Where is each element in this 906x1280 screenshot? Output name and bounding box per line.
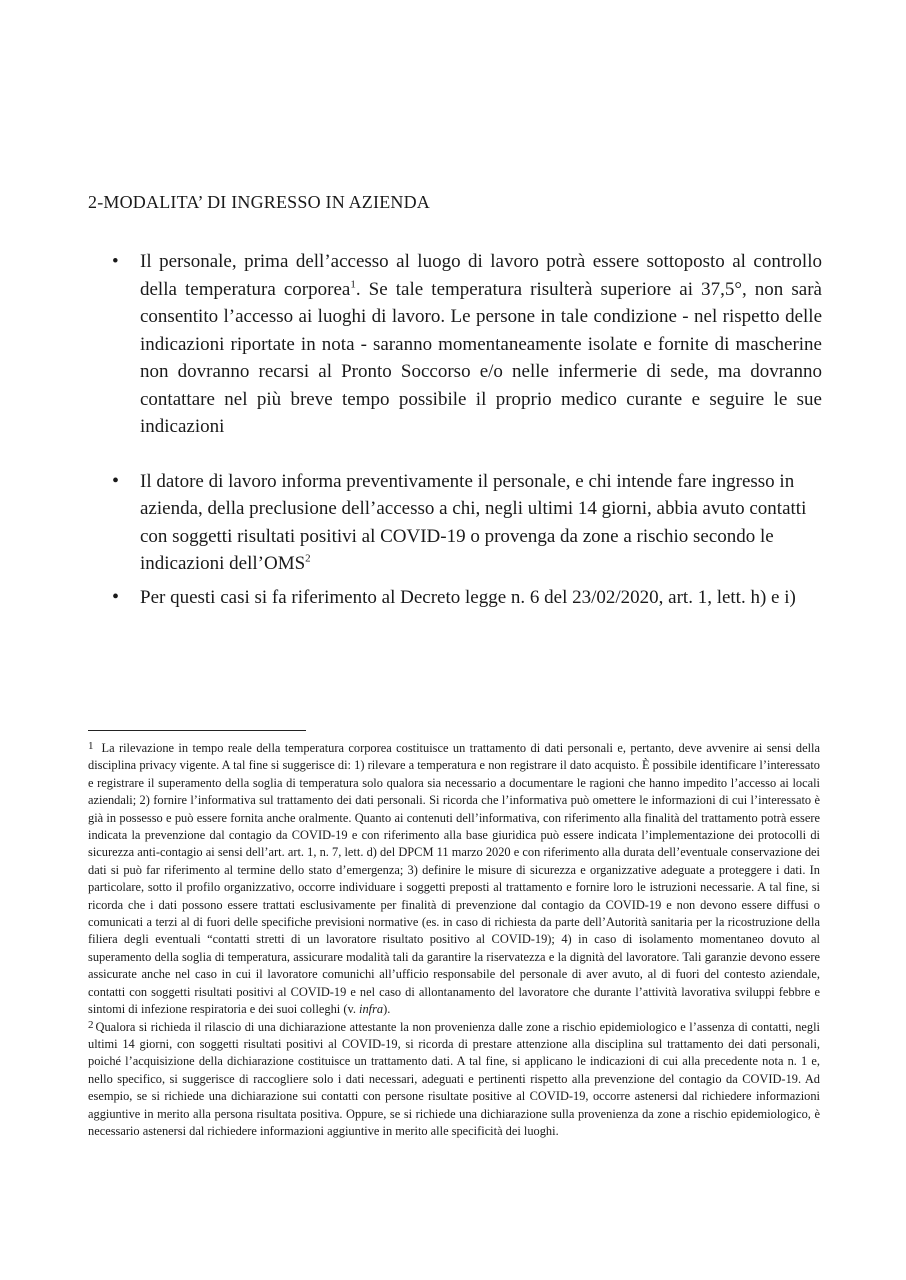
footnote-text: Qualora si richieda il rilascio di una dichiarazione attestante la non provenienza dalle zone a rischio epidemiologico e l’assenza di contatti, negli ultimi 14 giorni, con soggetti risultati positivi al COVID-19, si ricorda di prestare attenzione alla disciplina sul trattamento dei dati personali, poiché l’acquisizione della dichiarazione costituisce un trattamento dati. A tal fine, si applicano le indicazioni di cui alla precedente nota n. 1 e, nello specifico, si suggerisce di raccogliere solo i dati necessari, adeguati e pertinenti rispetto alla prevenzione del contagio da COVID-19. Ad esempio, se si richiede una dichiarazione sui contatti con persone risultate positive al COVID-19, occorre astenersi dal richiedere informazioni aggiuntive in merito alla persona risultata positiva. Oppure, se si richiede una dichiarazione sulla provenienza da zone a rischio epidemiologico, è necessario astenersi dal richiedere informazioni aggiuntive in merito alle specificità dei luoghi. bbox=[88, 1019, 820, 1138]
footnote-text: La rilevazione in tempo reale della temperatura corporea costituisce un trattamento di dati personali e, pertanto, deve avvenire ai sensi della disciplina privacy vigente. A tal fine si suggerisce di: 1) rilevare a temperatura e non registrare il dato acquisto. È possibile identificare l’interessato e registrare il superamento della soglia di temperatura solo qualora sia necessario a documentare le ragioni che hanno impedito l’accesso ai locali aziendali; 2) fornire l’informativa sul trattamento dei dati personali. Si ricorda che l’informativa può omettere le informazioni di cui l’interessato è già in possesso e può essere fornita anche oralmente. Quanto ai contenuti dell’informativa, con riferimento alla finalità del trattamento potrà essere indicata la prevenzione dal contagio da COVID-19 e con riferimento alla base giuridica può essere indicata l’implementazione dei protocolli di sicurezza anti-contagio ai sensi dell’art. art. 1, n. 7, lett. d) del DPCM 11 marzo 2020 e con riferimento alla durata dell’eventuale conservazione dei dati si può far riferimento al termine dello stato d’emergenza; 3) definire le misure di sicurezza e organizzative adeguate a proteggere i dati. In particolare, sotto il profilo organizzativo, occorre individuare i soggetti preposti al trattamento e fornire loro le istruzioni necessarie. A tal fine, si ricorda che i dati possono essere trattati esclusivamente per finalità di prevenzione dal contagio da COVID-19 e non devono essere diffusi o comunicati a terzi al di fuori delle specifiche previsioni normative (es. in caso di richiesta da parte dell’Autorità sanitaria per la ricostruzione della filiera degli eventuali “contatti stretti di un lavoratore risultato positivo al COVID-19); 4) in caso di isolamento momentaneo dovuto al superamento della soglia di temperatura, assicurare modalità tali da garantire la riservatezza e la dignità del lavoratore. Tali garanzie devono essere assicurate anche nel caso in cui il lavoratore comunichi all’ufficio responsabile del personale di aver avuto, al di fuori del contesto aziendale, contatti con soggetti risultati positivi al COVID-19 e nel caso di allontanamento del lavoratore che durante l’attività lavorativa sviluppi febbre e sintomi di infezione respiratoria e dei suoi colleghi (v. bbox=[88, 741, 820, 1017]
footnote-separator bbox=[88, 730, 306, 731]
bullet-item-information bbox=[110, 468, 822, 578]
bullet-dot: • bbox=[112, 585, 120, 608]
footnote-text: ). bbox=[383, 1002, 391, 1017]
footnotes bbox=[88, 740, 820, 1140]
footnote-italic: infra bbox=[359, 1002, 384, 1017]
bullet-dot: • bbox=[112, 251, 119, 272]
footnote-marker: 2 bbox=[88, 1018, 94, 1031]
footnote-marker: 1 bbox=[88, 740, 94, 752]
bullet-text: . Se tale temperatura risulterà superiore ai 37,5°, non sarà consentito l’accesso ai luoghi di lavoro. Le persone in tale condizione - nel rispetto delle indicazioni riportate in nota - saranno momentaneamente isolate e fornite di mascherine non dovranno recarsi al Pronto Soccorso e/o nelle infermerie di sede, ma dovranno contattare nel più breve tempo possibile il proprio medico curante e seguire le sue indicazioni bbox=[140, 278, 822, 437]
bullet-list bbox=[110, 248, 822, 611]
bullet-text: Per questi casi si fa riferimento al Decreto legge n. 6 del 23/02/2020, art. 1, lett. h) e i) bbox=[140, 586, 796, 608]
section-title: 2-MODALITA’ DI INGRESSO IN AZIENDA bbox=[88, 192, 430, 212]
bullet-dot: • bbox=[112, 469, 120, 492]
bullet-text: Il datore di lavoro informa preventivamente il personale, e chi intende fare ingresso in azienda, della preclusione dell’accesso a chi, negli ultimi 14 giorni, abbia avuto contatti con soggetti risultati positivi al COVID-19 o provenga da zone a rischio secondo le indicazioni dell’OMS bbox=[140, 470, 807, 574]
footnote-2 bbox=[88, 1019, 820, 1141]
footnote-ref-1[interactable]: 1 bbox=[350, 278, 356, 291]
footnote-ref-2[interactable]: 2 bbox=[305, 552, 311, 565]
bullet-text: Il personale, prima dell’accesso al luogo di lavoro potrà essere sottoposto al controllo della temperatura corporea bbox=[140, 251, 822, 300]
footnote-1 bbox=[88, 740, 820, 1019]
bullet-item-decree bbox=[110, 584, 822, 612]
bullet-item-temperature bbox=[110, 248, 822, 441]
